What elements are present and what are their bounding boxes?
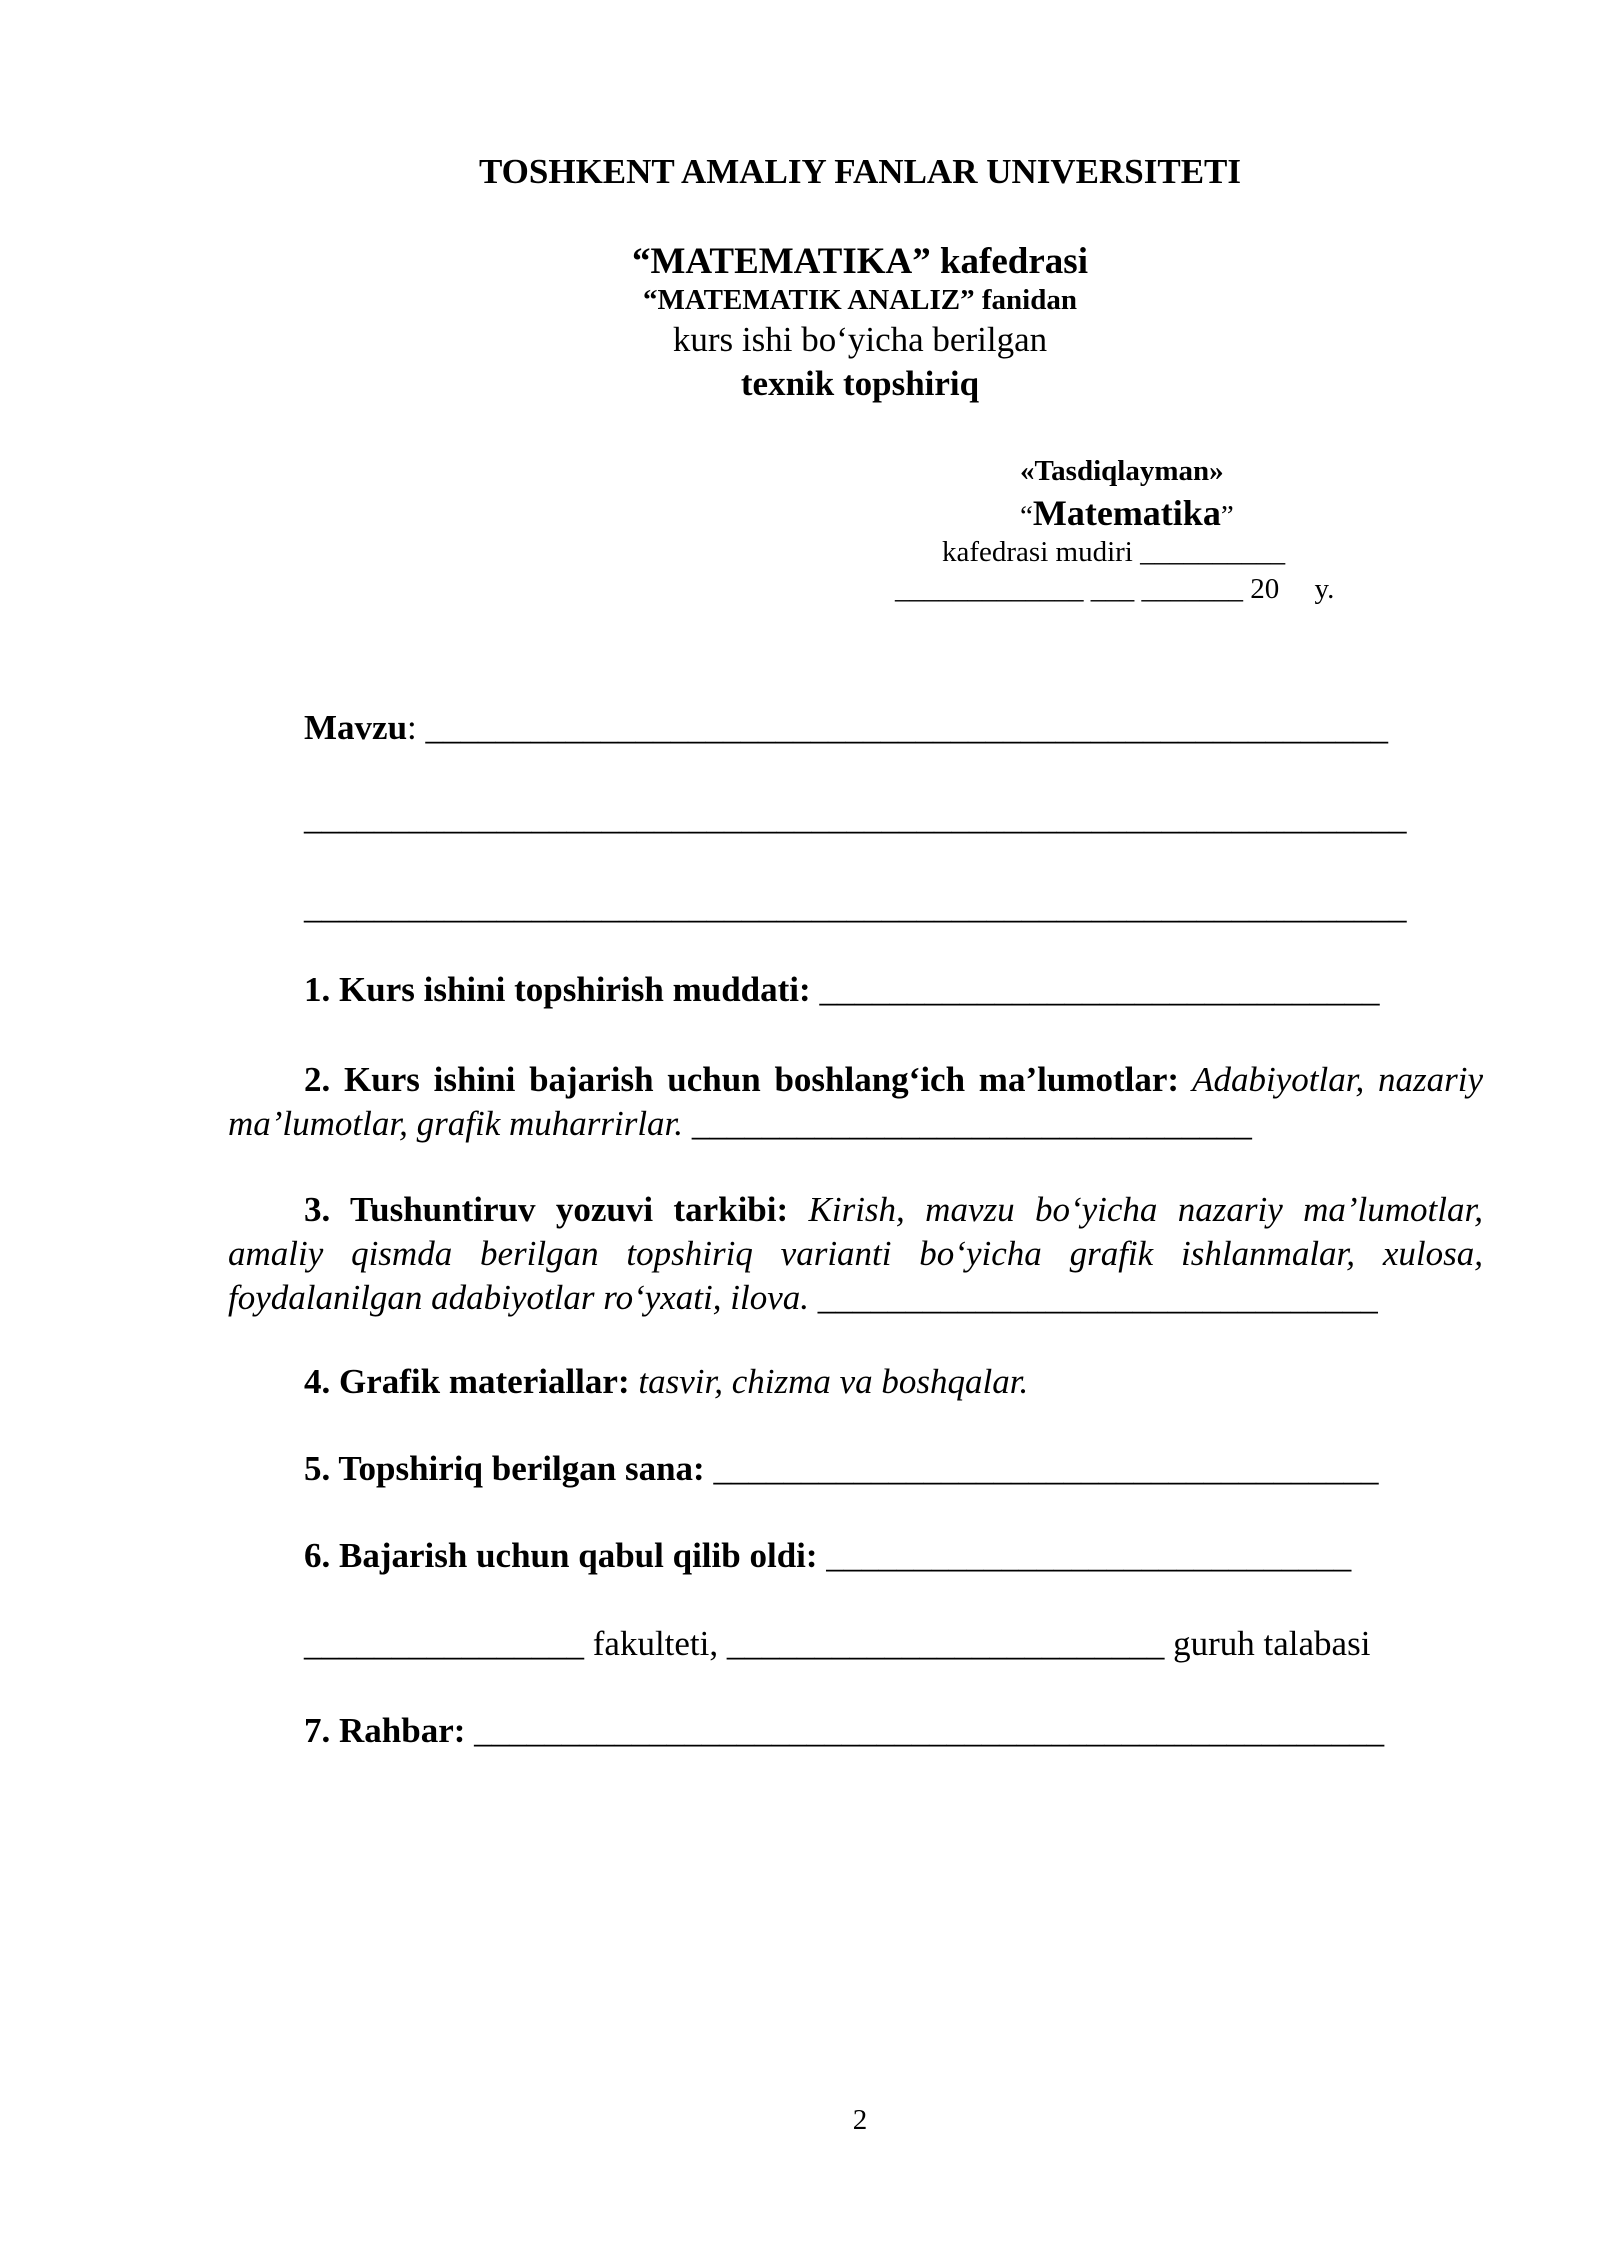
item-7-blank: ____________________________________________________	[465, 1711, 1385, 1750]
topic-blank-line-1: _______________________________________________________________	[304, 798, 1407, 837]
approval-dept-name: Matematika	[1032, 493, 1221, 533]
topic-label: Mavzu	[304, 708, 408, 747]
topic-blank-line-2: _______________________________________________________________	[304, 887, 1407, 926]
item-2-blank: ________________________________	[683, 1104, 1252, 1143]
quote-close: ”	[1220, 500, 1234, 532]
faculty-group-line	[304, 1624, 1370, 1664]
approval-date-blanks: _____________ ___ _______ 20	[895, 573, 1280, 605]
item-1-deadline	[304, 970, 1379, 1010]
item-2-text: Adabiyotlar, nazariy ma’lumotlar, grafik muharrirlar.	[228, 1060, 1483, 1143]
item-3-label: 3. Tushuntiruv yozuvi tarkibi:	[304, 1190, 789, 1229]
item-3-explanatory-note	[228, 1188, 1483, 1320]
item-5-label: 5. Topshiriq berilgan sana:	[304, 1449, 705, 1488]
item-7-supervisor	[304, 1711, 1384, 1751]
item-5-blank: ______________________________________	[704, 1449, 1379, 1488]
item-6-blank: ______________________________	[817, 1536, 1352, 1575]
item-1-blank: ________________________________	[810, 970, 1380, 1009]
university-title: TOSHKENT AMALIY FANLAR UNIVERSITETI	[478, 152, 1242, 191]
item-5-issue-date	[304, 1449, 1378, 1489]
topic-line	[304, 708, 1388, 748]
faculty-blank: ________________	[304, 1624, 584, 1663]
department-title: “MATEMATIKA” kafedrasi	[632, 241, 1088, 282]
approval-heading: «Tasdiqlayman»	[1020, 455, 1224, 487]
item-4-label: 4. Grafik materiallar:	[304, 1362, 630, 1401]
item-3-blank: ________________________________	[809, 1278, 1378, 1317]
faculty-label: fakulteti,	[584, 1624, 727, 1663]
year-suffix: y.	[1314, 573, 1335, 605]
topic-blank: : _______________________________________________________	[407, 708, 1389, 747]
item-6-accepted-by	[304, 1536, 1351, 1576]
department-head-line: kafedrasi mudiri __________	[942, 536, 1286, 568]
item-6-label: 6. Bajarish uchun qabul qilib oldi:	[304, 1536, 818, 1575]
subject-title: “MATEMATIK ANALIZ” fanidan	[643, 284, 1077, 316]
quote-open: “	[1020, 500, 1033, 532]
approval-department	[1020, 492, 1234, 534]
approval-date-line	[895, 573, 1334, 606]
item-2-label: 2. Kurs ishini bajarish uchun boshlang‘ich ma’lumotlar:	[304, 1060, 1180, 1099]
document-title: texnik topshiriq	[740, 364, 980, 403]
item-7-label: 7. Rahbar:	[304, 1711, 466, 1750]
item-1-label: 1. Kurs ishini topshirish muddati:	[304, 970, 811, 1009]
group-blank: _________________________	[726, 1624, 1165, 1663]
item-3-text: Kirish, mavzu bo‘yicha nazariy ma’lumotlar, amaliy qismda berilgan topshiriq varianti bo‘yicha grafik ishlanmalar, xulosa, foydalanilgan adabiyotlar ro‘yxati, ilova.	[228, 1190, 1483, 1317]
item-4-graphic-materials	[304, 1362, 1028, 1402]
item-4-text: tasvir, chizma va boshqalar.	[629, 1362, 1029, 1401]
page-number: 2	[852, 2104, 868, 2136]
course-work-line: kurs ishi bo‘yicha berilgan	[672, 320, 1048, 359]
group-label: guruh talabasi	[1164, 1624, 1371, 1663]
item-2-initial-data	[228, 1058, 1483, 1146]
